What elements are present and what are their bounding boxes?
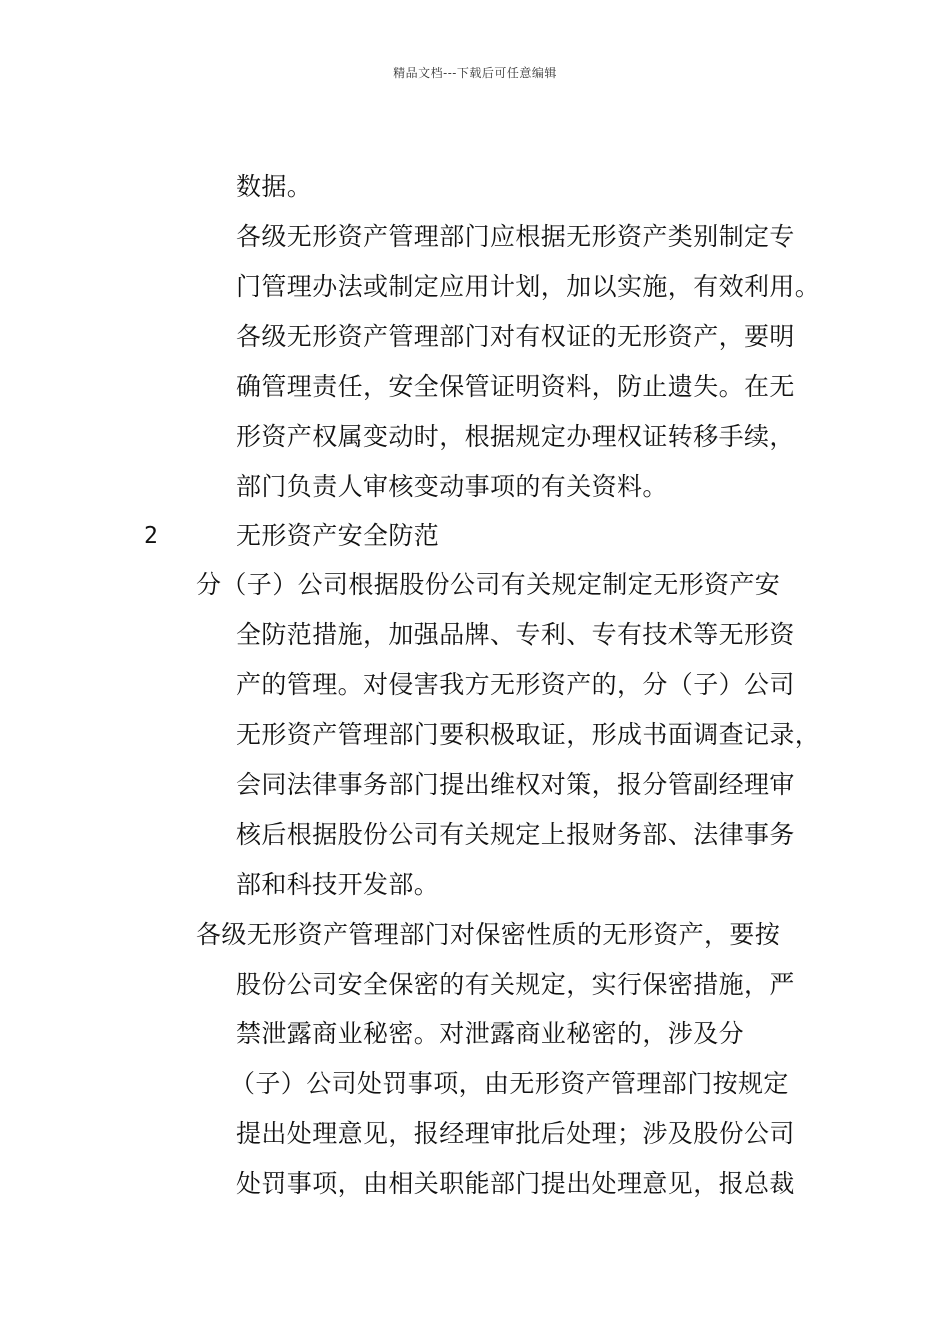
text-line: 分（子）公司根据股份公司有关规定制定无形资产安 bbox=[196, 570, 781, 599]
text-line: 产的管理。对侵害我方无形资产的，分（子）公司 bbox=[236, 670, 795, 699]
text-line: 处罚事项，由相关职能部门提出处理意见，报总裁 bbox=[236, 1169, 795, 1198]
text-line: 各级无形资产管理部门对保密性质的无形资产，要按 bbox=[196, 920, 781, 949]
text-line: 会同法律事务部门提出维权对策，报分管副经理审 bbox=[236, 770, 795, 799]
text-line: 股份公司安全保密的有关规定，实行保密措施，严 bbox=[236, 970, 795, 999]
text-line: 形资产权属变动时，根据规定办理权证转移手续， bbox=[236, 422, 795, 451]
text-line: 门管理办法或制定应用计划，加以实施，有效利用。 bbox=[236, 272, 821, 301]
text-line: 确管理责任，安全保管证明资料，防止遗失。在无 bbox=[236, 372, 795, 401]
text-line: 各级无形资产管理部门对有权证的无形资产，要明 bbox=[236, 322, 795, 351]
text-line: 提出处理意见，报经理审批后处理；涉及股份公司 bbox=[236, 1119, 795, 1148]
text-line: 数据。 bbox=[236, 172, 313, 201]
text-line: 核后根据股份公司有关规定上报财务部、法律事务 bbox=[236, 820, 795, 849]
page-header: 精品文档---下载后可任意编辑 bbox=[393, 66, 557, 80]
text-line: 部门负责人审核变动事项的有关资料。 bbox=[236, 472, 668, 501]
section-title: 无形资产安全防范 bbox=[236, 521, 440, 550]
text-line: 无形资产管理部门要积极取证，形成书面调查记录， bbox=[236, 720, 821, 749]
text-line: 部和科技开发部。 bbox=[236, 870, 440, 899]
text-line: 各级无形资产管理部门应根据无形资产类别制定专 bbox=[236, 222, 795, 251]
section-number: 2 bbox=[144, 523, 158, 549]
text-line: （子）公司处罚事项，由无形资产管理部门按规定 bbox=[230, 1069, 789, 1098]
text-line: 禁泄露商业秘密。对泄露商业秘密的，涉及分 bbox=[236, 1019, 745, 1048]
text-line: 全防范措施，加强品牌、专利、专有技术等无形资 bbox=[236, 620, 795, 649]
